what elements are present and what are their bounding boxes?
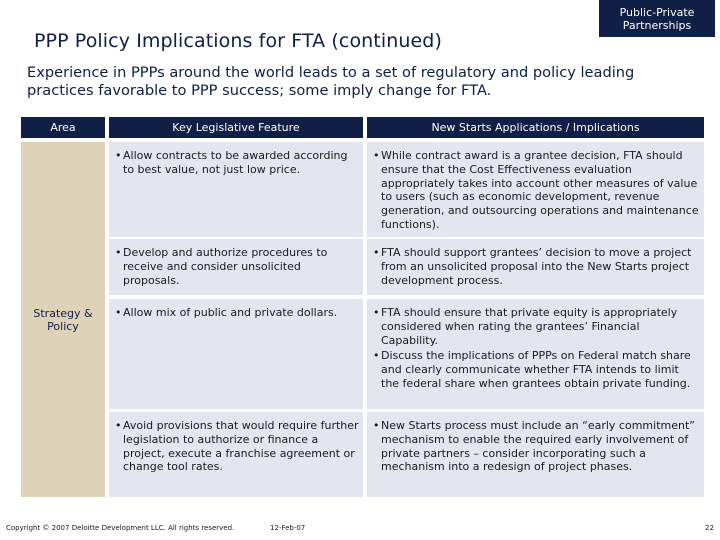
section-badge — [599, 0, 715, 37]
page-number: 22 — [705, 524, 714, 532]
footer-copyright: Copyright © 2007 Deloitte Development LLC. All rights reserved. — [6, 524, 235, 532]
implication-text: New Starts process must include an “early commitment” mechanism to enable the required early involvement of private partners – consider incorporating such a mechanism into a redesign of project phases. — [381, 419, 695, 474]
page-title: PPP Policy Implications for FTA (continued) — [34, 30, 442, 52]
feature-text: Allow mix of public and private dollars. — [123, 306, 338, 319]
feature-cell — [109, 142, 363, 237]
bullet-icon: • — [115, 306, 122, 319]
bullet-icon: • — [115, 149, 122, 162]
implication-text: FTA should support grantees’ decision to move a project from an unsolicited proposal into the New Starts project development process. — [381, 246, 692, 287]
bullet-icon: • — [373, 306, 380, 319]
bullet-icon: • — [115, 419, 122, 432]
implication-cell — [367, 412, 704, 497]
bullet-icon: • — [115, 246, 122, 259]
area-label-line1: Strategy & — [33, 306, 93, 320]
feature-cell — [109, 412, 363, 497]
column-header-feature: Key Legislative Feature — [109, 117, 363, 138]
implication-cell — [367, 239, 704, 295]
implication-text: FTA should ensure that private equity is appropriately considered when rating the grantees’ Financial Capability. — [381, 306, 678, 347]
footer-date: 12-Feb-07 — [270, 524, 306, 532]
implication-text: Discuss the implications of PPPs on Federal match share and clearly communicate whether FTA intends to limit the federal share when grantees obtain private funding. — [381, 349, 691, 390]
section-badge-line2: Partnerships — [622, 19, 692, 32]
implication-cell — [367, 142, 704, 237]
feature-cell — [109, 239, 363, 295]
area-cell — [21, 142, 105, 497]
column-header-area: Area — [21, 117, 105, 138]
bullet-icon: • — [373, 419, 380, 432]
bullet-icon: • — [373, 246, 380, 259]
bullet-icon: • — [373, 149, 380, 162]
column-header-implications: New Starts Applications / Implications — [367, 117, 704, 138]
bullet-icon: • — [373, 349, 380, 363]
feature-text: Develop and authorize procedures to receive and consider unsolicited proposals. — [123, 246, 328, 287]
feature-text: Allow contracts to be awarded according to best value, not just low price. — [123, 149, 348, 176]
section-badge-line1: Public-Private — [619, 6, 695, 19]
area-label-line2: Policy — [47, 319, 79, 333]
page-subtitle: Experience in PPPs around the world leads to a set of regulatory and policy leading practices favorable to PPP success; some imply change for FTA. — [27, 64, 635, 99]
implication-text: While contract award is a grantee decision, FTA should ensure that the Cost Effectiveness evaluation appropriately takes into account other measures of value to users (such as economic development, revenue generation, and outsourcing operations and maintenance functions). — [381, 149, 699, 231]
feature-text: Avoid provisions that would require further legislation to authorize or finance a project, execute a franchise agreement or change tool rates. — [123, 419, 359, 474]
implication-cell — [367, 299, 704, 409]
feature-cell — [109, 299, 363, 409]
